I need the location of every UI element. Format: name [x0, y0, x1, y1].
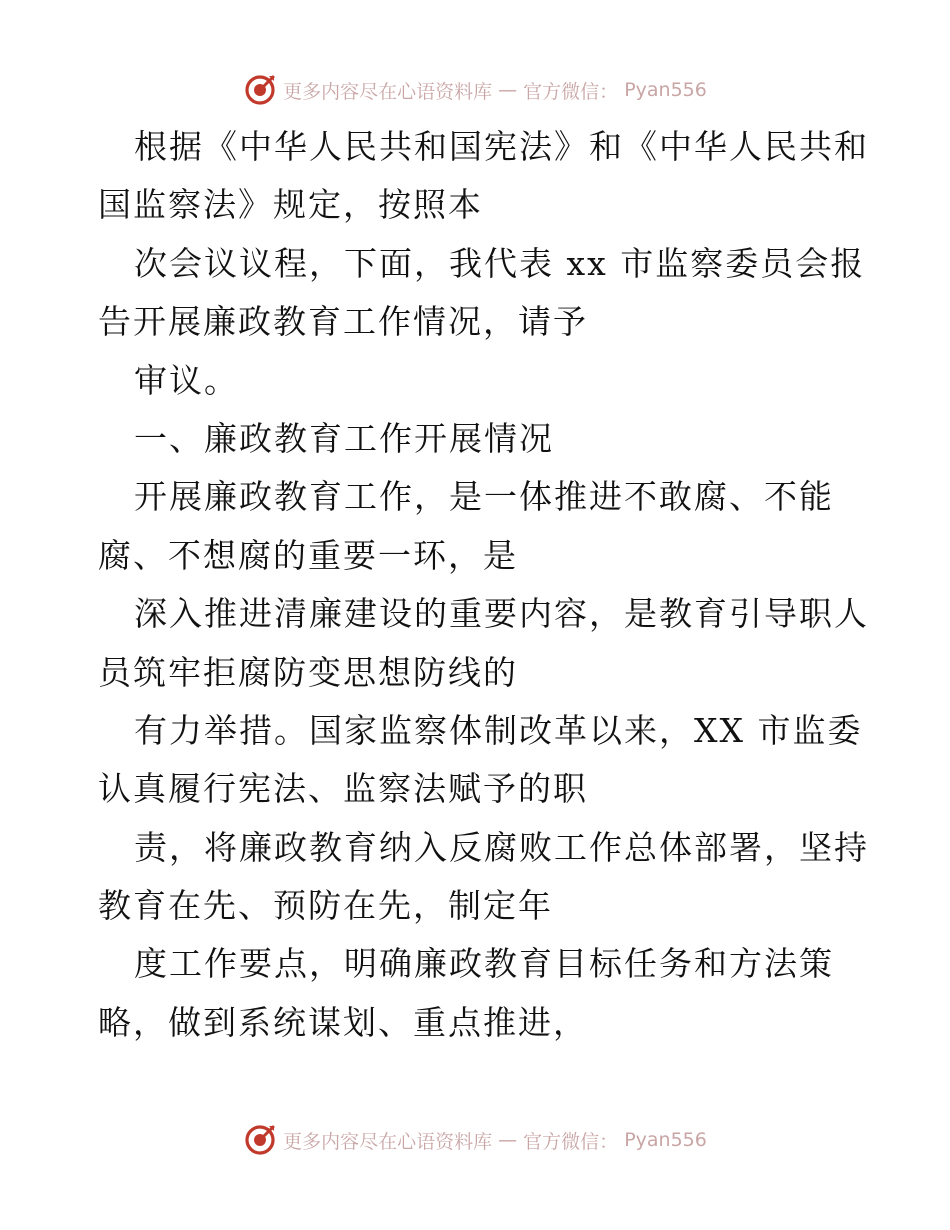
body-line: 深入推进清廉建设的重要内容，是教育引导职人 — [134, 594, 869, 634]
body-line: 教育在先、预防在先，制定年 — [98, 886, 553, 926]
body-line: 员筑牢拒腐防变思想防线的 — [98, 652, 518, 692]
body-line: 告开展廉政教育工作情况，请予 — [98, 302, 588, 342]
header-wechat-id: Pyan556 — [624, 79, 707, 101]
footer-banner — [0, 1120, 950, 1160]
footer-wechat-id: Pyan556 — [624, 1129, 707, 1151]
body-line: 有力举措。国家监察体制改革以来，XX 市监委 — [134, 710, 863, 750]
footer-wechat-label: 官方微信： — [523, 1130, 619, 1153]
header-separator: — — [498, 79, 518, 101]
header-promo-text: 更多内容尽在心语资料库 — [283, 80, 493, 103]
footer-promo-text: 更多内容尽在心语资料库 — [283, 1130, 493, 1153]
header-wechat-label: 官方微信： — [523, 80, 619, 103]
body-line: 责，将廉政教育纳入反腐败工作总体部署，坚持 — [134, 827, 869, 867]
body-line: 审议。 — [134, 360, 239, 400]
header-banner — [0, 70, 950, 110]
section-heading: 一、廉政教育工作开展情况 — [134, 418, 554, 458]
body-line: 度工作要点，明确廉政教育目标任务和方法策 — [134, 944, 834, 984]
body-line: 略，做到系统谋划、重点推进， — [98, 1002, 588, 1042]
document-body — [98, 118, 869, 1052]
pen-logo-icon — [243, 73, 277, 107]
body-line: 认真履行宪法、监察法赋予的职 — [98, 769, 588, 809]
body-line: 开展廉政教育工作，是一体推进不敢腐、不能 — [134, 477, 834, 517]
footer-separator: — — [498, 1129, 518, 1151]
body-line: 次会议议程，下面，我代表 xx 市监察委员会报 — [134, 243, 866, 283]
body-line: 根据《中华人民共和国宪法》和《中华人民共和 — [134, 127, 869, 166]
body-line: 腐、不想腐的重要一环，是 — [98, 535, 518, 575]
body-line: 国监察法》规定，按照本 — [98, 185, 483, 225]
pen-logo-icon — [243, 1123, 277, 1157]
